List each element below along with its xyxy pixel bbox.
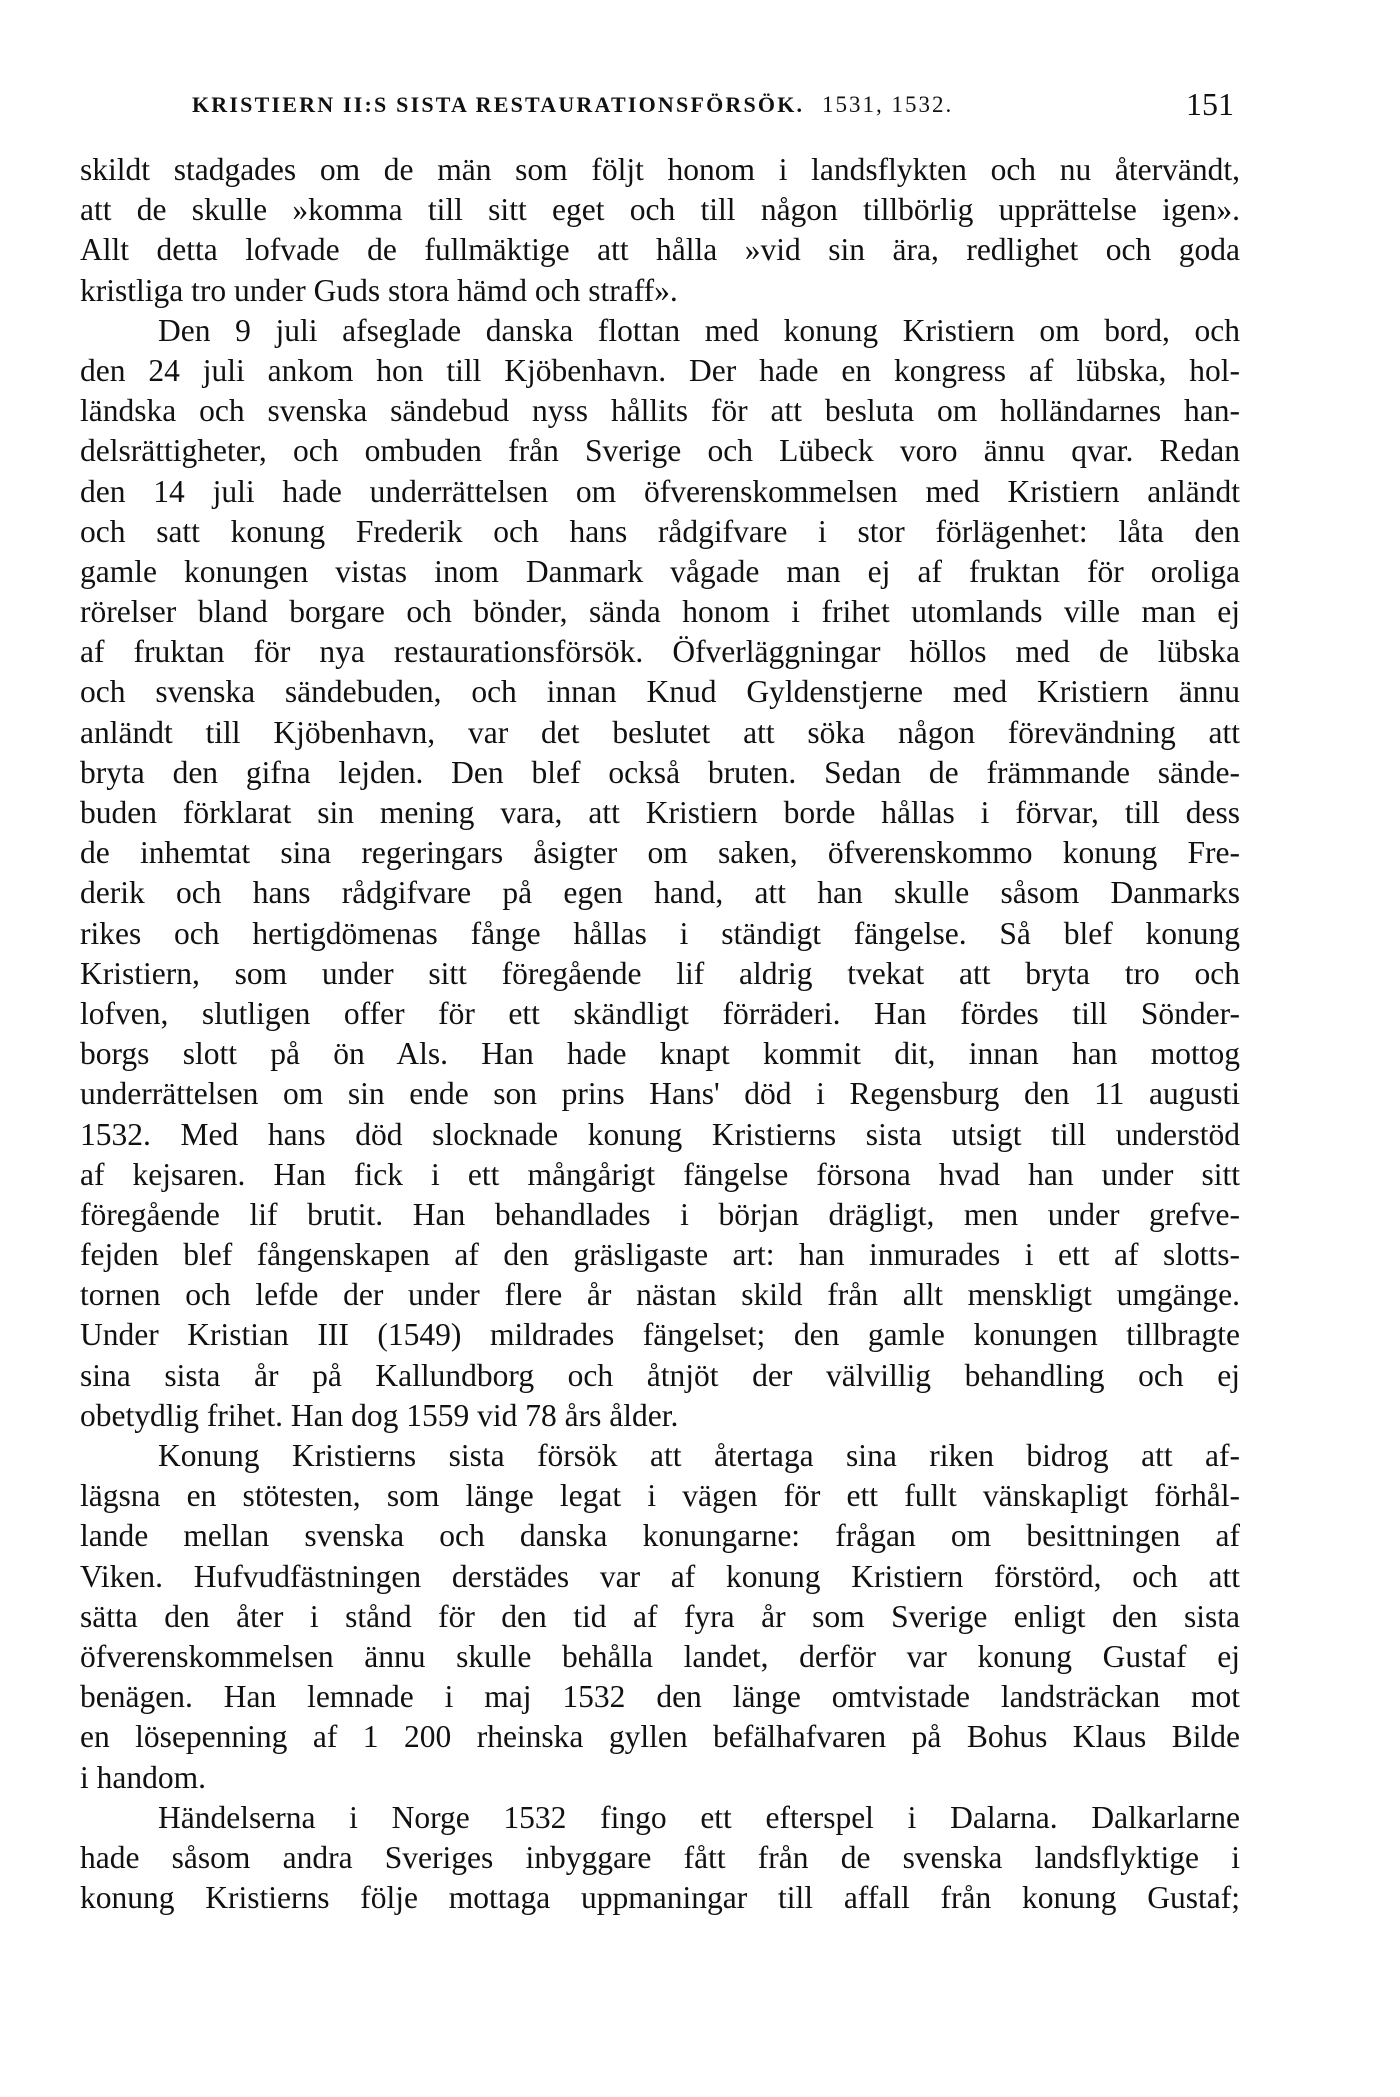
text-line: en lösepenning af 1 200 rheinska gyllen befälhafvaren på Bohus Klaus Bilde bbox=[80, 1719, 1240, 1755]
text-line: Händelserna i Norge 1532 fingo ett efterspel i Dalarna. Dalkarlarne bbox=[158, 1799, 1240, 1835]
text-line: lande mellan svenska och danska konungarne: frågan om besittningen af bbox=[80, 1518, 1240, 1554]
text-line: den 14 juli hade underrättelsen om öfverenskommelsen med Kristiern anländt bbox=[80, 473, 1240, 509]
text-line: gamle konungen vistas inom Danmark vågade man ej af fruktan för oroliga bbox=[80, 553, 1240, 589]
text-line: lägsna en stötesten, som länge legat i vägen för ett fullt vänskapligt förhål- bbox=[80, 1478, 1240, 1514]
text-line: tornen och lefde der under flere år nästan skild från allt menskligt umgänge. bbox=[80, 1277, 1240, 1313]
text-line: obetydlig frihet. Han dog 1559 vid 78 års ålder. bbox=[80, 1397, 679, 1433]
text-line: Under Kristian III (1549) mildrades fängelset; den gamle konungen tillbragte bbox=[80, 1317, 1240, 1353]
text-line: Kristiern, som under sitt föregående lif aldrig tvekat att bryta tro och bbox=[80, 955, 1240, 991]
text-line: rikes och hertigdömenas fånge hållas i ständigt fängelse. Så blef konung bbox=[80, 915, 1240, 951]
text-line: underrättelsen om sin ende son prins Hans' död i Regensburg den 11 augusti bbox=[80, 1076, 1240, 1112]
text-line: konung Kristierns följe mottaga uppmaningar till affall från konung Gustaf; bbox=[80, 1880, 1240, 1916]
text-line: rörelser bland borgare och bönder, sända honom i frihet utomlands ville man ej bbox=[80, 594, 1240, 630]
text-line: skildt stadgades om de män som följt honom i landsflykten och nu återvändt, bbox=[80, 152, 1240, 187]
running-title: KRISTIERN II:S SISTA RESTAURATIONSFÖRSÖK. bbox=[192, 92, 805, 117]
page-number: 151 bbox=[1186, 86, 1234, 122]
text-line: ländska och svenska sändebud nyss hållits för att besluta om holländarnes han- bbox=[80, 393, 1240, 429]
text-line: benägen. Han lemnade i maj 1532 den länge omtvistade landsträckan mot bbox=[80, 1679, 1240, 1715]
text-line: borgs slott på ön Als. Han hade knapt kommit dit, innan han mottog bbox=[80, 1036, 1240, 1072]
text-line: och satt konung Frederik och hans rådgifvare i stor förlägenhet: låta den bbox=[80, 513, 1240, 549]
text-line: anländt till Kjöbenhavn, var det beslutet att söka någon förevändning att bbox=[80, 714, 1240, 750]
text-line: af kejsaren. Han fick i ett mångårigt fängelse försona hvad han under sitt bbox=[80, 1156, 1240, 1192]
text-line: hade såsom andra Sveriges inbyggare fått från de svenska landsflyktige i bbox=[80, 1839, 1240, 1875]
text-line: Allt detta lofvade de fullmäktige att hålla »vid sin ära, redlighet och goda bbox=[80, 232, 1240, 268]
text-line: kristliga tro under Guds stora hämd och straff». bbox=[80, 272, 678, 308]
text-line: Konung Kristierns sista försök att återtaga sina riken bidrog att af- bbox=[158, 1438, 1240, 1473]
running-years: 1531, 1532. bbox=[822, 92, 954, 117]
text-line: den 24 juli ankom hon till Kjöbenhavn. Der hade en kongress af lübska, hol- bbox=[80, 352, 1240, 388]
text-line: sina sista år på Kallundborg och åtnjöt der välvillig behandling och ej bbox=[80, 1357, 1240, 1393]
text-line: de inhemtat sina regeringars åsigter om saken, öfverenskommo konung Fre- bbox=[80, 835, 1240, 871]
text-line: att de skulle »komma till sitt eget och till någon tillbörlig upprättelse igen». bbox=[80, 192, 1240, 228]
text-line: buden förklarat sin mening vara, att Kristiern borde hållas i förvar, till dess bbox=[80, 795, 1240, 830]
text-line: öfverenskommelsen ännu skulle behålla landet, derför var konung Gustaf ej bbox=[80, 1638, 1240, 1674]
text-line: derik och hans rådgifvare på egen hand, att han skulle såsom Danmarks bbox=[80, 875, 1240, 911]
text-line: 1532. Med hans död slocknade konung Kristierns sista utsigt till understöd bbox=[80, 1116, 1240, 1152]
text-line: Den 9 juli afseglade danska flottan med konung Kristiern om bord, och bbox=[158, 312, 1240, 348]
text-line: och svenska sändebuden, och innan Knud Gyldenstjerne med Kristiern ännu bbox=[80, 674, 1240, 710]
text-line: sätta den åter i stånd för den tid af fyra år som Sverige enligt den sista bbox=[80, 1598, 1240, 1634]
running-head bbox=[82, 86, 1242, 136]
text-line: delsrättigheter, och ombuden från Sverige och Lübeck voro ännu qvar. Redan bbox=[80, 433, 1240, 469]
text-line: i handom. bbox=[80, 1759, 206, 1795]
text-line: Viken. Hufvudfästningen derstädes var af konung Kristiern förstörd, och att bbox=[80, 1558, 1240, 1594]
text-line: föregående lif brutit. Han behandlades i början drägligt, men under grefve- bbox=[80, 1196, 1240, 1232]
text-line: bryta den gifna lejden. Den blef också bruten. Sedan de främmande sände- bbox=[80, 754, 1240, 790]
body-text bbox=[80, 150, 1240, 1918]
text-line: af fruktan för nya restaurationsförsök. Öfverläggningar höllos med de lübska bbox=[80, 634, 1240, 670]
text-line: lofven, slutligen offer för ett skändligt förräderi. Han fördes till Sönder- bbox=[80, 995, 1240, 1031]
text-line: fejden blef fångenskapen af den gräsligaste art: han inmurades i ett af slotts- bbox=[80, 1237, 1240, 1273]
